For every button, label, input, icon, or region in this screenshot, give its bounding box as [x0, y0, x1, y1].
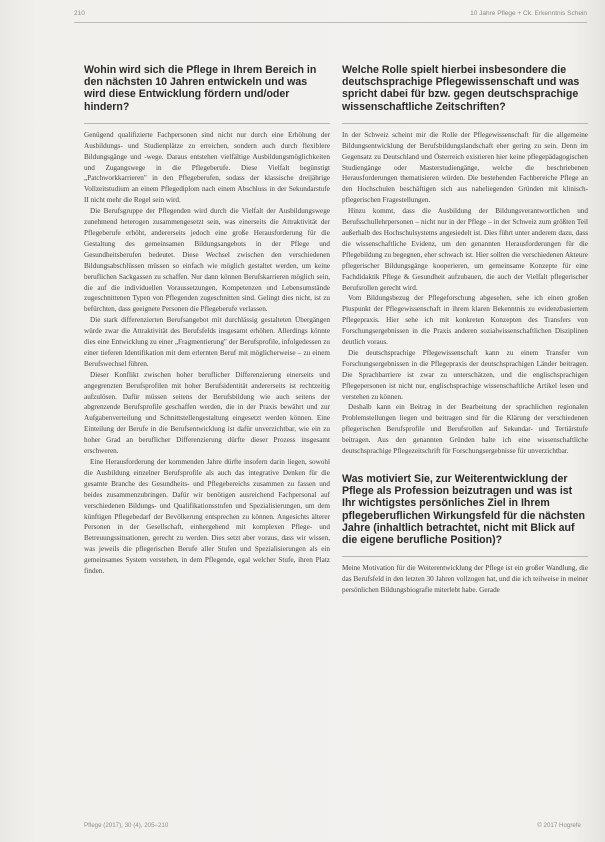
question-heading-motivation: Was motiviert Sie, zur Weiterentwicklung der Pflege als Profession beizutragen und was ist Ihr wichtigstes persönliches Ziel in Ihrem pflegeberuflichen Wirkungsfeld für die nächsten Jahre (inhaltlich betrachtet, nicht mit Blick auf die eigene berufliche Position)?	[342, 473, 586, 547]
publisher-notice: © 2017 Hogrefe	[537, 822, 581, 829]
body-paragraph: Hinzu kommt, dass die Ausbildung der Bildungsverantwortlichen und Berufsschullehrpersonen – nicht nur in der Pflege – in der Schweiz zum größten Teil außerhalb des Hochschulsystems angesiedelt ist. Dies führt unter anderem dazu, dass die wissenschaftliche Evidenz, um den genannten Herausforderungen für die Pflegebildung zu begegnen, eher schwach ist. Hier sollten die verschiedenen Akteure pflegerischer Bildungsgänge kooperieren, um gemeinsame Konzepte für eine Fachdidaktik Pflege & Gesundheit aufzubauen, die auch der Vielfalt pflegerischer Berufsrollen gerecht wird.	[342, 207, 588, 292]
heading-divider	[342, 123, 588, 124]
question-heading-development: Wohin wird sich die Pflege in Ihrem Bereich in den nächsten 10 Jahren entwickeln und was wird diese Entwicklung fördern und/oder hindern?	[84, 64, 317, 113]
journal-citation: Pflege (2017), 30 (4), 205–210	[84, 822, 169, 829]
question-heading-nursing-science: Welche Rolle spielt hierbei insbesondere die deutschsprachige Pflegewissenschaft und was spricht dabei für bzw. gegen deutschsprachige wissenschaftliche Zeitschriften?	[342, 64, 580, 113]
body-paragraph: Dieser Konflikt zwischen hoher beruflicher Differenzierung einerseits und angegrenzten Berufsprofilen mit hoher Berufsidentität andererseits ist rechtzeitig aufzulösen. Dafür müssen seitens der Berufsbildung wie auch seitens der abgrenzende Berufsprofile geschaffen werden, die in der Praxis bewährt und zur Aufgabenverteilung und Schnittstellengestaltung eingesetzt werden können. Eine Einteilung der Berufe in die Berufsentwicklung ist dafür unverzichtbar, wie ein zu hoher Grad an beruflicher Differenzierung dürfte dieser Prozess insgesamt erschweren.	[84, 370, 330, 456]
left-column	[84, 64, 330, 577]
body-paragraph: Die stark differenzierten Berufsangebot mit durchlässig gestalteten Übergängen würde zwar die Attraktivität des Berufsfelds insgesamt erhöhen. Allerdings könnte dies eine Entwicklung zu einer „Fragmentierung" der Berufsprofile, infolgedessen zu einer tieferen Identifikation mit dem erlernten Beruf mit möglicherweise – zu einem Berufswechsel führen.	[84, 316, 330, 368]
body-paragraph: Deshalb kann ein Beitrag in der Bearbeitung der sprachlichen regionalen Problemstellungen liegen und beitragen sind für die Klärung der verschiedenen pflegerischen Berufsprofile und Berufsrollen auf Sekundar- und Tertiärstufe beitragen. Aus den genannten Gründen halte ich eine wissenschaftliche deutschsprachige Pflegezeitschrift für Forschungsergebnisse für unverzichtbar.	[342, 403, 588, 456]
heading-divider	[342, 556, 588, 557]
body-paragraph: Eine Herausforderung der kommenden Jahre dürfte insofern darin liegen, sowohl die Ausbildung einzelner Berufsprofile als auch das integrative Denken für die gesamte Branche des Gesundheits- und Pflegebereichs zusammen zu fassen und beides zusammenzubringen. Dafür wir benötigen ausreichend Fachpersonal auf verschiedenen Bildungs- und Qualifikationsstufen und Spezialisierungen, um dem künftigen Pflegebedarf der Bevölkerung entsprechen zu können. Angesichts älterer Personen in der Gesellschaft, einhergehend mit komplexen Pflege- und Betreuungssituationen, gerecht zu werden. Dies setzt aber voraus, dass wir wissen, was jeweils die pflegerischen Berufe aller Stufen und Spezialisierungen als ein gemeinsames System verstehen, in dem Pflegende, egal welcher Stufe, ihren Platz finden.	[84, 458, 330, 576]
page-footer	[84, 822, 581, 834]
body-paragraph: In der Schweiz scheint mir die Rolle der Pflegewissenschaft für die allgemeine Bildungsentwicklung der Berufsbildungslandschaft eher gering zu sein. Denn im Gegensatz zu Deutschland und Österreich existieren hier keine pflegepädagogischen Studiengänge oder Masterstudiengänge, welche die beschriebenen Herausforderungen thematisieren würden. Die bestehenden Fachbereiche Pflege an den Hochschulen beschäftigen sich aus naheliegenden Gründen mit klinisch-pflegerischen Fragestellungen.	[342, 130, 588, 205]
body-paragraph: Die Berufsgruppe der Pflegenden wird durch die Vielfalt der Ausbildungswege zunehmend heterogen zusammengesetzt sein, was einerseits die Attraktivität der Pflegeberufe erhöht, andererseits jedoch eine große Herausforderung für die Gestaltung des gemeinsamen Bildungsangebots in der Pflege und Gesundheitsberufen bedeutet. Diese Wechsel zwischen den verschiedenen Bildungsabschlüssen müssen so einfach wie möglich gestaltet werden, um keine beruflichen Sackgassen zu schaffen. Nur dann können Berufskarrieren möglich sein, die auf die individuellen Voraussetzungen, Kompetenzen und Lebensumstände zugeschnittenen Typen von Pflegenden zugeschnitten sind. Gelingt dies nicht, ist zu befürchten, dass geeignete Personen die Pflegeberufe verlassen.	[84, 207, 330, 314]
page-number: 210	[74, 10, 85, 17]
body-paragraph: Vom Bildungsbezug der Pflegeforschung abgesehen, sehe ich einen großen Pluspunkt der Pflegewissenschaft in ihrem klaren Bekenntnis zu evidenzbasiertem Pflegepraxis. Hier sehe ich mit konkreten Konzepten des Transfers von Forschungsergebnissen in die Praxis anderen sozialwissenschaftlichen Disziplinen deutlich voraus.	[342, 294, 588, 347]
page-header	[74, 6, 587, 23]
heading-divider	[84, 123, 330, 124]
body-paragraph: Genügend qualifizierte Fachpersonen sind nicht nur durch eine Erhöhung der Ausbildungs- und Studienplätze zu erreichen, sondern auch durch flexiblere Bildungsgänge und -wege. Daraus entstehen vielfältige Ausbildungsmöglichkeiten und Zugangswege in die Pflegeberufe. Diese Vielfalt begünstigt „Patchworkkarrieren" in den Pflegeberufen, sodass der klassische dreijährige Vollzeitstudium an einem Pflegediplom nach einem Abschluss in der Sekundarstufe II nicht mehr die Regel sein wird.	[84, 130, 330, 205]
body-paragraph: Meine Motivation für die Weiterentwicklung der Pflege ist ein großer Wandlung, die das Berufsfeld in den letzten 30 Jahren vollzogen hat, und die ich teilweise in meiner persönlichen Bildungsbiografie miterlebt habe. Gerade	[342, 564, 588, 595]
running-head: 10 Jahre Pflege + Ck. Erkenntnis Schein	[470, 10, 587, 17]
right-column	[342, 64, 588, 596]
body-paragraph: Die deutschsprachige Pflegewissenschaft kann zu einem Transfer von Forschungsergebnissen in die Pflegepraxis der deutschsprachigen Länder beitragen. Die Sprachbarriere ist zwar zu unterschätzen, und die englischsprachigen Pflegepersonen ist nicht nur, englischsprachige wissenschaftliche Artikel lesen und verstehen zu können.	[342, 348, 588, 401]
